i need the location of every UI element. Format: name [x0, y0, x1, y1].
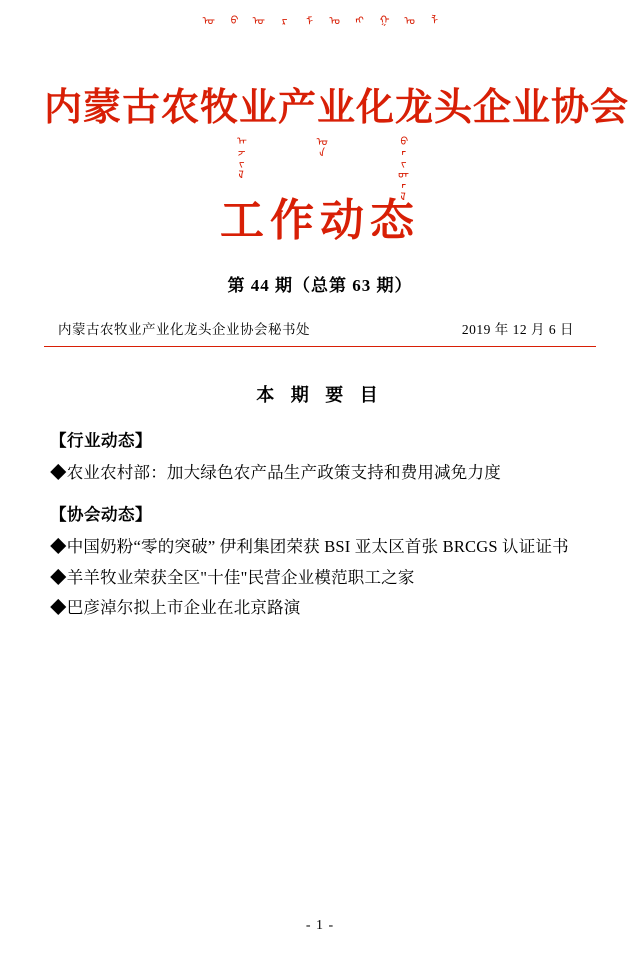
mongolian-glyph: ᠯ	[425, 14, 440, 25]
publication-subtitle: 工作动态	[220, 194, 420, 246]
contents-section	[44, 501, 596, 622]
toc-item[interactable]: ◆农业农村部：加大绿色农产品生产政策支持和费用减免力度	[50, 462, 501, 482]
mongolian-title-band-top	[44, 0, 596, 84]
toc-item[interactable]: ◆巴彦淖尔拟上市企业在北京路演	[50, 598, 301, 618]
page-number: - 1 -	[305, 918, 335, 933]
contents-section	[44, 427, 596, 487]
toc-item[interactable]: ◆羊羊牧业荣获全区"十佳"民营企业模范职工之家	[50, 567, 415, 587]
mongolian-glyph: ᠩ	[350, 14, 365, 25]
mongolian-glyph: ᠷ	[275, 14, 290, 25]
issue-number: 第 44 期（总第 63 期）	[227, 275, 413, 295]
mongolian-glyph: ᠮ	[300, 14, 315, 25]
mongolian-glyph: ᠤᠨ	[313, 134, 327, 157]
publication-date: 2019 年 12 月 6 日	[461, 321, 574, 337]
section-heading: 【协会动态】	[50, 505, 152, 525]
toc-item[interactable]: ◆中国奶粉“零的突破” 伊利集团荣获 BSI 亚太区首张 BRCGS 认证证书	[50, 537, 569, 557]
mongolian-glyph: ᠦ	[200, 14, 215, 25]
publisher-name: 内蒙古农牧业产业化龙头企业协会秘书处	[58, 321, 310, 337]
mongolian-glyph: ᠪ	[225, 14, 240, 25]
mongolian-title-band-mid	[44, 129, 596, 201]
header-divider	[44, 346, 596, 347]
mongolian-glyph: ᠪᠠᠢᠳᠠᠯ	[394, 134, 408, 201]
masthead-title: 内蒙古农牧业产业化龙头企业协会	[44, 85, 630, 129]
mongolian-glyph: ᠣ	[325, 14, 340, 25]
mongolian-glyph: ᠭ	[375, 14, 390, 25]
section-heading: 【行业动态】	[50, 430, 152, 450]
mongolian-glyph: ᠠᠵᠢᠯ	[232, 134, 246, 179]
mongolian-glyph: ᠣ	[400, 14, 415, 25]
contents-title: 本 期 要 目	[256, 384, 384, 405]
mongolian-glyph: ᠦ	[250, 14, 265, 25]
publisher-date-row	[44, 318, 596, 338]
